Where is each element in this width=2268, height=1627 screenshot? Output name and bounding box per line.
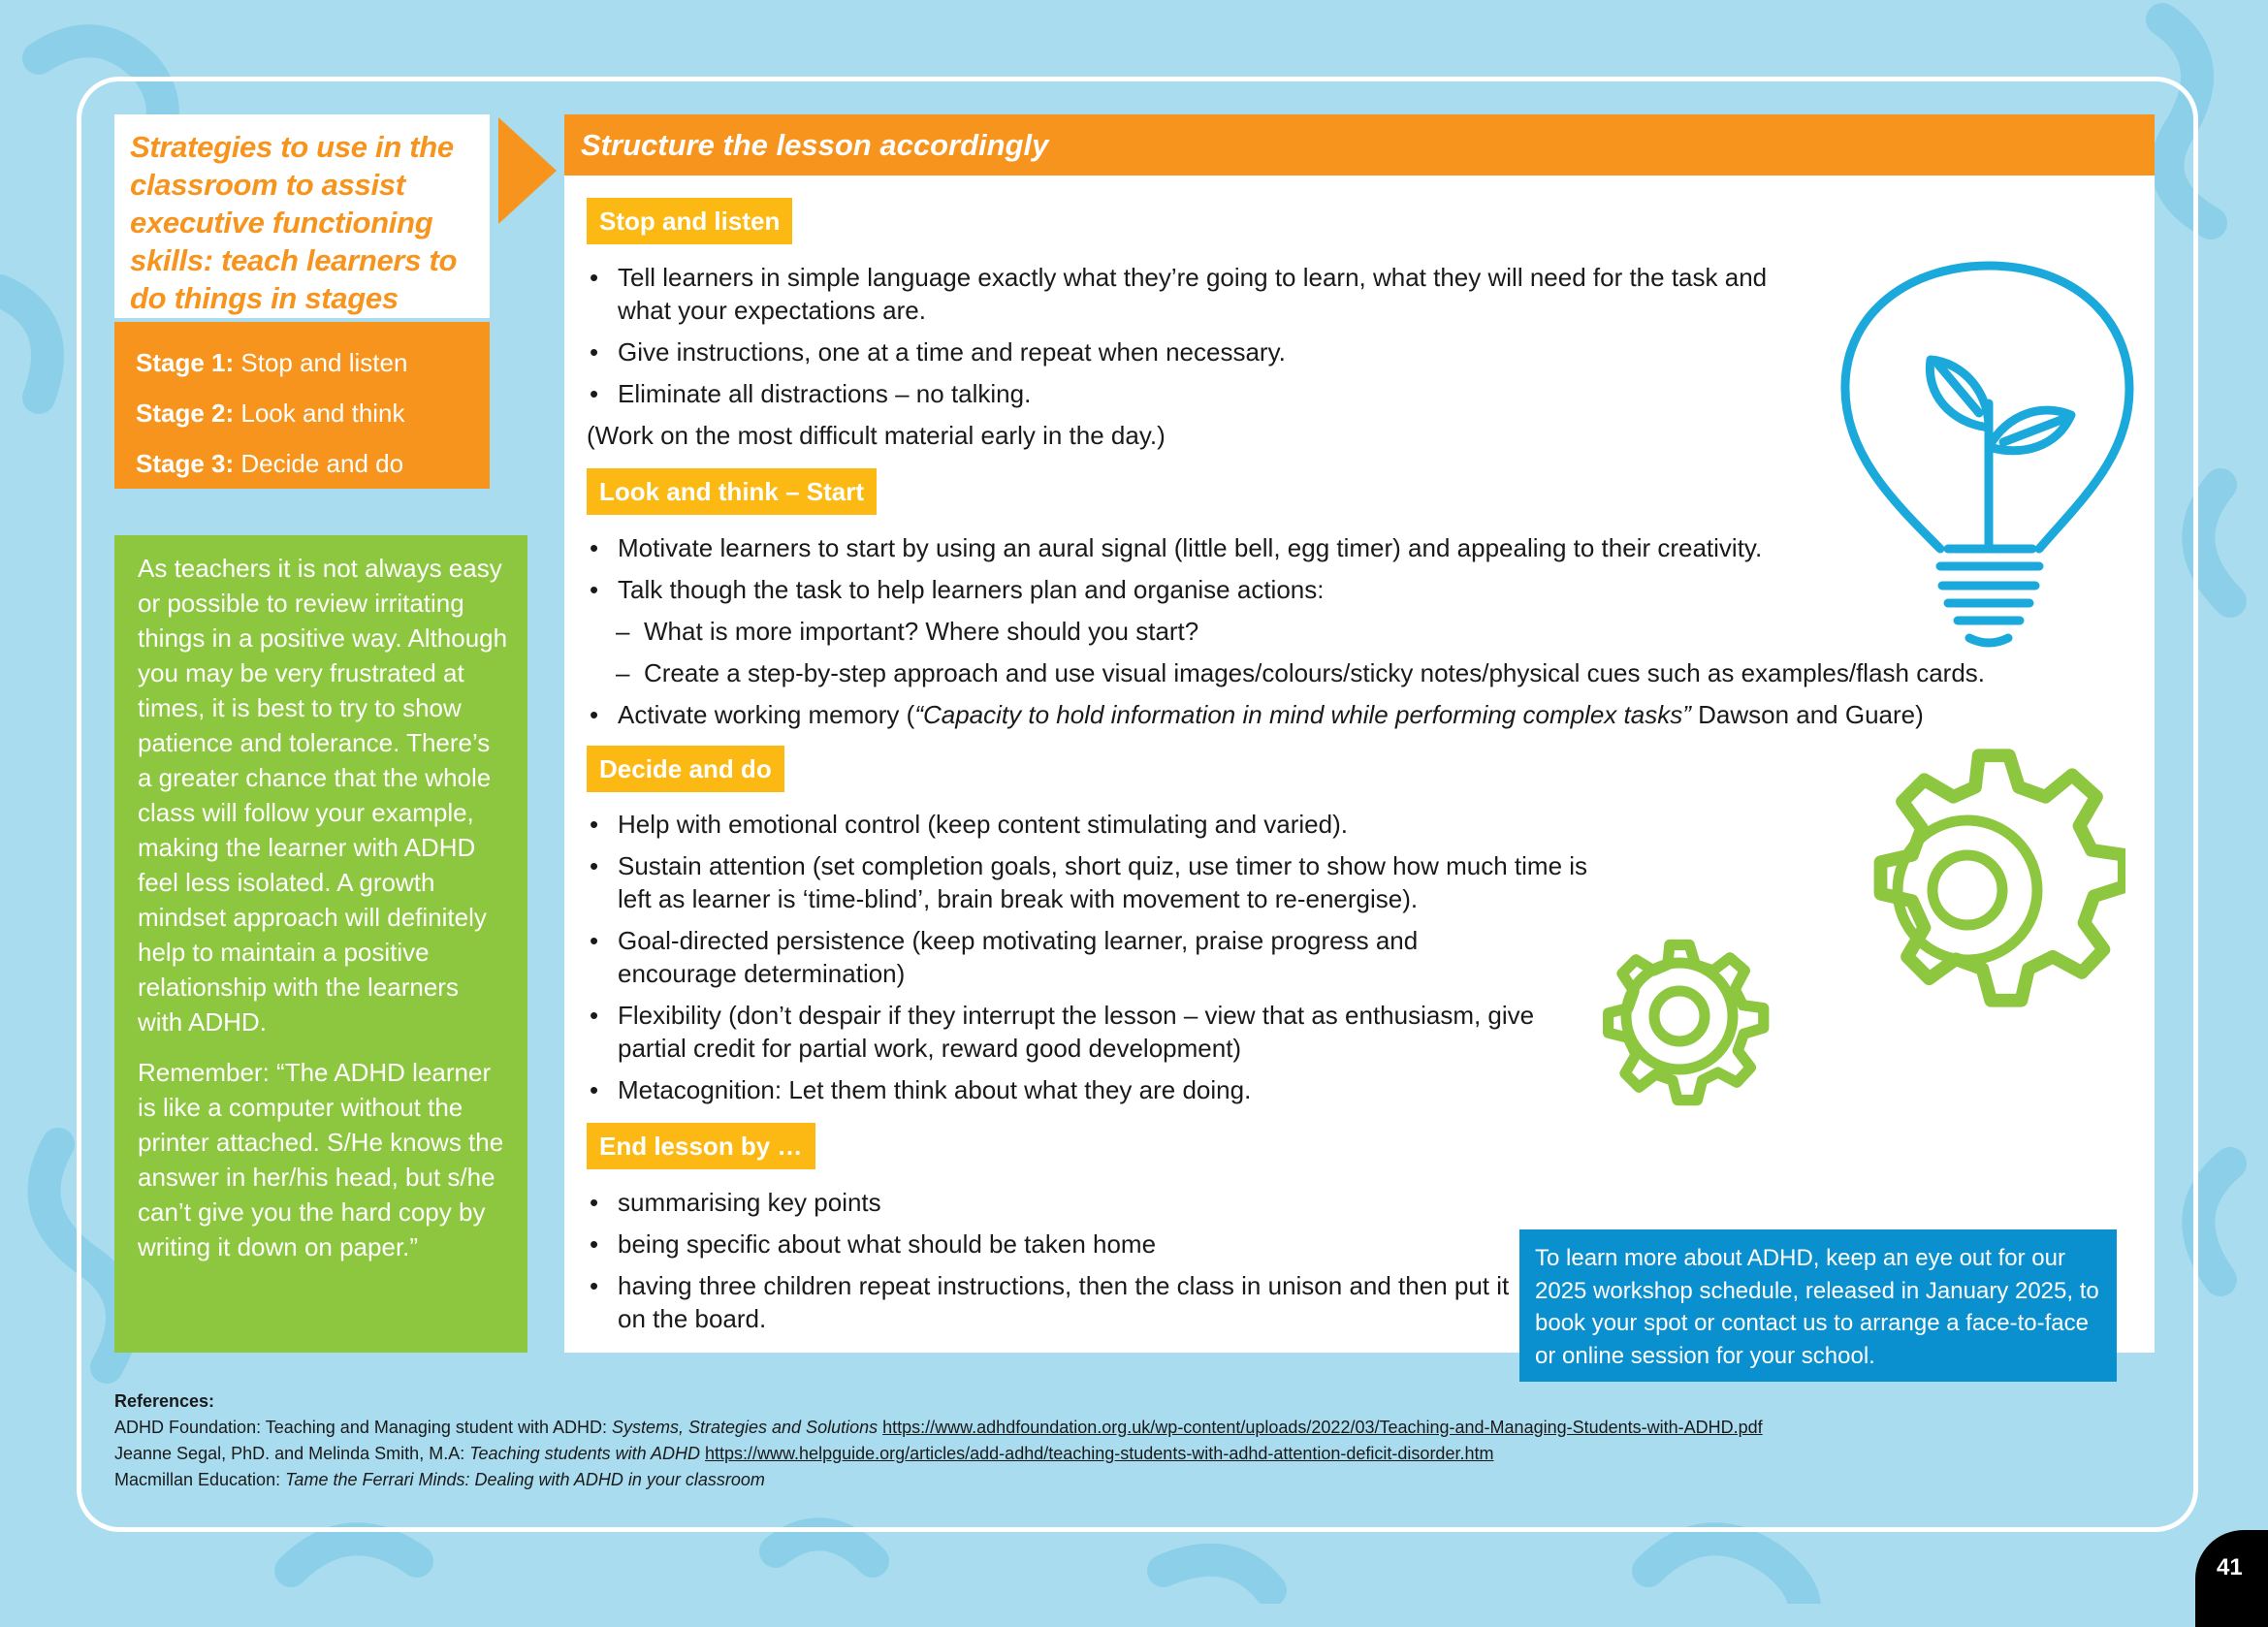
teacher-note	[114, 535, 527, 1353]
list-item: • Help with emotional control (keep content stimulating and varied).	[587, 808, 1595, 841]
decide-list	[587, 808, 1595, 1115]
memory-suffix: Dawson and Guare)	[1690, 700, 1924, 729]
stage-2	[136, 388, 468, 438]
list-item: • Give instructions, one at a time and repeat when necessary.	[587, 335, 1828, 368]
page-number: 41	[2195, 1530, 2268, 1627]
reference-entry	[114, 1415, 2151, 1441]
stage-3	[136, 438, 468, 489]
reference-entry	[114, 1441, 2151, 1467]
stage-2-label: Stage 2:	[136, 399, 235, 428]
end-list	[587, 1186, 1510, 1344]
main-header: Structure the lesson accordingly	[564, 114, 2155, 175]
section-label-decide: Decide and do	[587, 746, 784, 792]
reference-work: Systems, Strategies and Solutions	[611, 1418, 878, 1437]
stages-box	[114, 322, 490, 489]
stop-note: (Work on the most difficult material early in the day.)	[587, 421, 1166, 450]
list-item: • Talk though the task to help learners plan and organise actions:	[587, 573, 2167, 606]
stop-list	[587, 261, 1828, 461]
note-paragraph-2: Remember: “The ADHD learner is like a computer without the printer attached. S/He knows the answer in her/his head, but s/he can’t give you the hard copy by writing it down on paper.”	[138, 1058, 504, 1261]
stage-1	[136, 337, 468, 388]
section-label-look: Look and think – Start	[587, 468, 877, 515]
reference-author: ADHD Foundation: Teaching and Managing student with ADHD:	[114, 1418, 612, 1437]
reference-link[interactable]: https://www.adhdfoundation.org.uk/wp-content/uploads/2022/03/Teaching-and-Managing-Students-with-ADHD.pdf	[882, 1418, 1763, 1437]
list-item: • Flexibility (don’t despair if they interrupt the lesson – view that as enthusiasm, give partial credit for partial work, reward good development)	[587, 999, 1587, 1065]
list-item-memory	[587, 698, 2167, 731]
stage-2-text: Look and think	[240, 399, 405, 428]
memory-quote: “Capacity to hold information in mind while performing complex tasks”	[914, 700, 1691, 729]
sidebar-title: Strategies to use in the classroom to assist executive functioning skills: teach learners to do things in stages	[114, 114, 490, 318]
list-item: • Metacognition: Let them think about what they are doing.	[587, 1073, 1595, 1106]
memory-prefix: Activate working memory (	[618, 700, 915, 729]
lightbulb-icon	[1834, 258, 2144, 648]
stage-1-text: Stop and listen	[240, 348, 408, 377]
list-item: • having three children repeat instructions, then the class in unison and then put it on the board.	[587, 1269, 1519, 1335]
list-item: • Tell learners in simple language exactly what they’re going to learn, what they will need for the task and what your expectations are.	[587, 261, 1820, 327]
reference-work: Tame the Ferrari Minds: Dealing with ADHD in your classroom	[285, 1470, 765, 1489]
list-item: • summarising key points	[587, 1186, 1498, 1219]
reference-author: Jeanne Segal, PhD. and Melinda Smith, M.A:	[114, 1444, 470, 1463]
stage-3-text: Decide and do	[240, 449, 404, 478]
list-item: • Motivate learners to start by using an aural signal (little bell, egg timer) and appealing to their creativity.	[587, 531, 2167, 564]
section-label-end: End lesson by …	[587, 1123, 815, 1169]
sub-list-item: – Create a step-by-step approach and use visual images/colours/sticky notes/physical cues such as examples/flash cards.	[587, 656, 2167, 689]
reference-author: Macmillan Education:	[114, 1470, 286, 1489]
references-title: References:	[114, 1391, 215, 1411]
list-item: • Goal-directed persistence (keep motivating learner, praise progress and encourage determination)	[587, 924, 1510, 990]
sub-list-item: – What is more important? Where should you start?	[587, 615, 2167, 648]
arrow-right-icon	[498, 117, 557, 224]
reference-entry	[114, 1467, 2151, 1493]
list-item: • being specific about what should be taken home	[587, 1228, 1498, 1260]
references	[114, 1388, 2151, 1493]
stage-1-label: Stage 1:	[136, 348, 235, 377]
stage-3-label: Stage 3:	[136, 449, 235, 478]
main-panel	[564, 114, 2155, 1353]
list-item: • Sustain attention (set completion goals, short quiz, use timer to show how much time is left as learner is ‘time-blind’, brain break with movement to re-energise).	[587, 849, 1595, 915]
gears-icon	[1582, 745, 2125, 1229]
note-paragraph-1: As teachers it is not always easy or possible to review irritating things in a positive way. Although you may be very frustrated at times, it is best to try to show patience and tolerance. There’s a greater chance that the whole class will follow your example, making the learner with ADHD feel less isolated. A growth mindset approach will definitely help to maintain a positive relationship with the learners with ADHD.	[138, 554, 508, 1037]
list-item: • Eliminate all distractions – no talking.	[587, 377, 1828, 410]
reference-work: Teaching students with ADHD	[469, 1444, 700, 1463]
workshop-info-box: To learn more about ADHD, keep an eye out for our 2025 workshop schedule, released in January 2025, to book your spot or contact us to arrange a face-to-face or online session for your school.	[1519, 1229, 2117, 1382]
reference-link[interactable]: https://www.helpguide.org/articles/add-adhd/teaching-students-with-adhd-attention-deficit-disorder.htm	[705, 1444, 1494, 1463]
section-label-stop: Stop and listen	[587, 198, 792, 244]
